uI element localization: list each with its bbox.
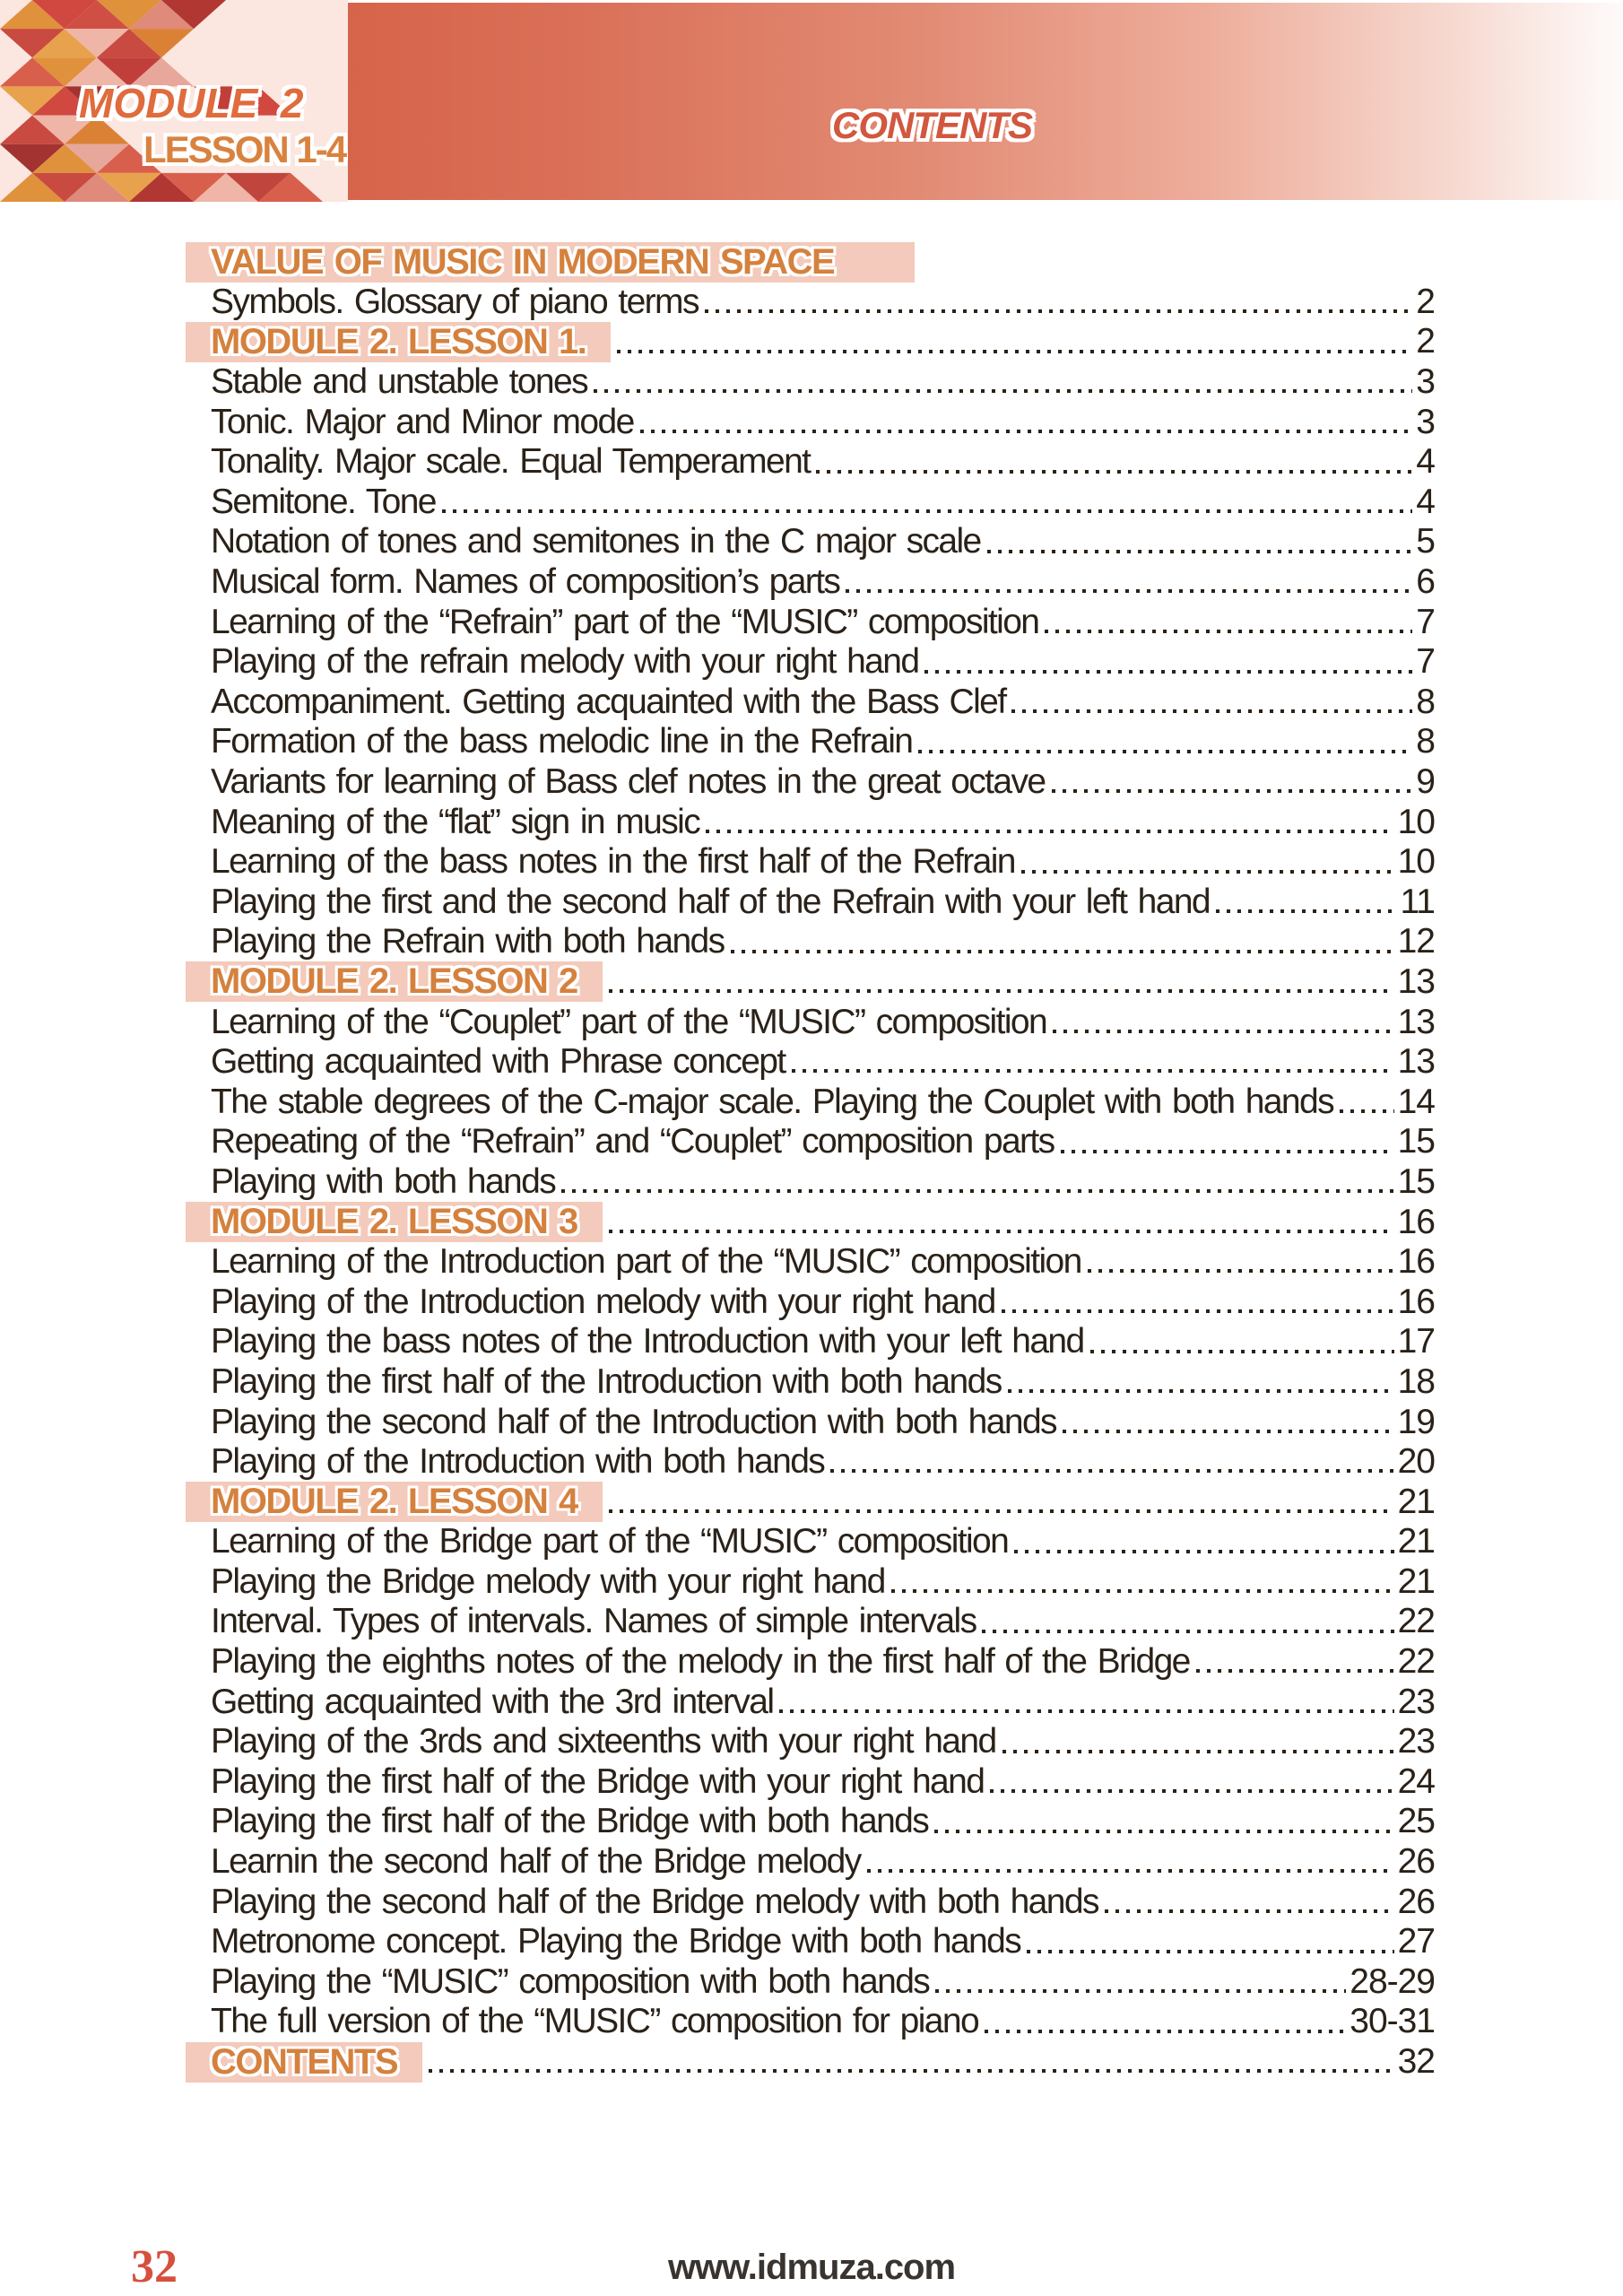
toc-page-number: 5	[1416, 522, 1435, 561]
toc-row	[211, 1082, 1435, 1122]
toc-page-number: 19	[1397, 1402, 1435, 1441]
dot-leader	[846, 589, 1412, 593]
toc-page-number: 2	[1416, 322, 1435, 361]
dot-leader	[1027, 1950, 1394, 1953]
toc-page-number: 20	[1397, 1442, 1435, 1482]
toc-entry-title: Playing the first and the second half of the Refrain with your left hand	[211, 882, 1211, 921]
toc-row	[211, 1842, 1435, 1883]
toc-heading-row	[211, 2042, 1435, 2083]
toc-entry-title: Repeating of the “Refrain” and “Couplet” composition parts	[211, 1122, 1055, 1161]
toc-entry-title: Playing the Bridge melody with your right hand	[211, 1561, 885, 1601]
dot-leader	[640, 430, 1413, 433]
toc-entry-title: Formation of the bass melodic line in the Refrain	[211, 722, 913, 761]
toc-row	[211, 1522, 1435, 1562]
toc-page-number: 8	[1416, 682, 1435, 721]
toc-entry-title: Playing the first half of the Introduction with both hands	[211, 1361, 1002, 1401]
toc-heading-row	[211, 962, 1435, 1003]
toc-entry-title: Playing the “MUSIC” composition with both hands	[211, 1961, 930, 2001]
dot-leader	[1011, 709, 1412, 713]
toc-page-number: 9	[1416, 762, 1435, 802]
toc-page-number: 25	[1397, 1802, 1435, 1841]
dot-leader	[1002, 1309, 1394, 1313]
toc-entry-title: Learning of the “Refrain” part of the “MUSIC” composition	[211, 602, 1039, 641]
toc-entry-title: The stable degrees of the C-major scale. Playing the Couplet with both hands	[211, 1082, 1333, 1121]
dot-leader	[1063, 1430, 1394, 1433]
toc-row	[211, 642, 1435, 683]
dot-leader	[985, 2030, 1346, 2033]
toc-entry-title: Meaning of the “flat” sign in music	[211, 802, 700, 841]
toc-page-number: 17	[1397, 1322, 1435, 1361]
toc-page-number: 22	[1397, 1602, 1435, 1641]
toc-entry-title: Playing the Refrain with both hands	[211, 922, 725, 961]
toc-row	[211, 362, 1435, 403]
dot-leader	[816, 470, 1412, 474]
dot-leader	[1196, 1669, 1394, 1673]
toc-page-number: 21	[1397, 1522, 1435, 1561]
dot-leader	[429, 2069, 1394, 2073]
dot-leader	[935, 1989, 1346, 1993]
dot-leader	[792, 1069, 1394, 1073]
toc-row	[211, 1762, 1435, 1803]
toc-page-number: 16	[1397, 1202, 1435, 1241]
toc-row	[211, 522, 1435, 562]
toc-row	[211, 1362, 1435, 1403]
toc-page-number: 23	[1397, 1682, 1435, 1721]
toc-page-number: 16	[1397, 1282, 1435, 1321]
toc-row	[211, 762, 1435, 803]
page-title: CONTENTS	[832, 104, 1032, 146]
toc-page-number: 15	[1397, 1122, 1435, 1161]
toc-row	[211, 442, 1435, 483]
dot-leader	[617, 350, 1412, 353]
toc-entry-title: Playing of the 3rds and sixteenths with your right hand	[211, 1722, 996, 1761]
toc-page-number: 15	[1397, 1161, 1435, 1201]
toc-row	[211, 283, 1435, 323]
dot-leader	[1090, 1350, 1394, 1353]
toc-page-number: 27	[1397, 1922, 1435, 1961]
toc-page-number: 10	[1397, 802, 1435, 841]
toc-page-number: 21	[1397, 1482, 1435, 1521]
toc-entry-title: Playing the first half of the Bridge with both hands	[211, 1802, 929, 1841]
toc-entry-title: Getting acquainted with Phrase concept	[211, 1042, 785, 1082]
toc-entry-title: Variants for learning of Bass clef notes in the great octave	[211, 762, 1046, 802]
toc-page-number: 13	[1397, 1002, 1435, 1041]
dot-leader	[1088, 1269, 1394, 1273]
toc-page-number: 4	[1416, 442, 1435, 482]
toc-page-number: 7	[1416, 642, 1435, 682]
dot-leader	[731, 950, 1394, 953]
toc-page-number: 32	[1397, 2042, 1435, 2082]
page-header	[0, 0, 1623, 202]
dot-leader	[987, 550, 1413, 553]
toc-entry-title: Learning of the “Couplet” part of the “MUSIC” composition	[211, 1002, 1047, 1041]
toc-heading-row	[211, 1202, 1435, 1242]
toc-row	[211, 883, 1435, 923]
dot-leader	[706, 830, 1394, 833]
toc-entry-title: Accompaniment. Getting acquainted with the Bass Clef	[211, 682, 1006, 721]
toc-entry-title: Learnin the second half of the Bridge melody	[211, 1842, 861, 1882]
toc-page-number: 13	[1397, 961, 1435, 1001]
toc-heading-band: MODULE 2. LESSON 1.	[186, 322, 611, 362]
toc-entry-title: The full version of the “MUSIC” composition for piano	[211, 2002, 979, 2041]
dot-leader	[609, 989, 1394, 993]
toc-row	[211, 483, 1435, 523]
toc-page-number: 12	[1397, 922, 1435, 961]
toc-entry-title: Metronome concept. Playing the Bridge with both hands	[211, 1922, 1021, 1961]
dot-leader	[918, 750, 1412, 753]
toc-row	[211, 1002, 1435, 1042]
dot-leader	[779, 1709, 1393, 1713]
toc-page-number: 28-29	[1350, 1961, 1435, 2001]
toc-page-number: 13	[1397, 1042, 1435, 1082]
toc-entry-title: Semitone. Tone	[211, 482, 436, 521]
toc-row	[211, 1322, 1435, 1362]
toc-entry-title: Playing of the Introduction melody with your right hand	[211, 1282, 995, 1321]
dot-leader	[1105, 1909, 1394, 1913]
dot-leader	[561, 1189, 1393, 1193]
toc-row	[211, 602, 1435, 642]
dot-leader	[982, 1630, 1393, 1633]
toc-page-number: 11	[1400, 882, 1435, 921]
toc-page-number: 8	[1416, 722, 1435, 761]
toc-page-number: 22	[1397, 1642, 1435, 1682]
toc-heading-row	[211, 1482, 1435, 1522]
toc-row	[211, 842, 1435, 883]
toc-page-number: 6	[1416, 562, 1435, 602]
toc-row	[211, 1162, 1435, 1203]
toc-row	[211, 1122, 1435, 1162]
toc-entry-title: Learning of the Introduction part of the “MUSIC” composition	[211, 1242, 1081, 1282]
dot-leader	[1061, 1150, 1394, 1153]
header-lesson-label: LESSON 1-4	[143, 128, 346, 170]
header-module-label: MODULE 2	[79, 80, 304, 126]
toc-entry-title: Playing of the refrain melody with your right hand	[211, 642, 919, 682]
toc-entry-title: Stable and unstable tones	[211, 362, 588, 402]
dot-leader	[1045, 630, 1412, 633]
toc-page-number: 26	[1397, 1882, 1435, 1921]
toc-page-number: 7	[1416, 602, 1435, 641]
toc-heading-band: CONTENTS	[186, 2042, 422, 2083]
toc-row	[211, 562, 1435, 603]
table-of-contents	[211, 242, 1435, 2082]
toc-entry-title: Playing the bass notes of the Introduction with your left hand	[211, 1322, 1084, 1361]
toc-entry-title: Learning of the bass notes in the first half of the Refrain	[211, 842, 1015, 882]
toc-entry-title: Symbols. Glossary of piano terms	[211, 282, 699, 321]
toc-row	[211, 2002, 1435, 2042]
dot-leader	[1002, 1750, 1394, 1753]
toc-entry-title: Tonality. Major scale. Equal Temperament	[211, 442, 811, 482]
toc-row	[211, 402, 1435, 442]
toc-row	[211, 1602, 1435, 1642]
toc-page-number: 4	[1416, 482, 1435, 521]
toc-page-number: 23	[1397, 1722, 1435, 1761]
toc-row	[211, 1722, 1435, 1762]
dot-leader	[442, 509, 1412, 513]
dot-leader	[830, 1469, 1393, 1473]
toc-page-number: 30-31	[1350, 2002, 1435, 2041]
toc-row	[211, 1882, 1435, 1922]
toc-row	[211, 1682, 1435, 1722]
toc-entry-title: Playing the second half of the Bridge melody with both hands	[211, 1882, 1098, 1921]
footer-website: www.idmuza.com	[667, 2248, 956, 2287]
toc-entry-title: Learning of the Bridge part of the “MUSIC” composition	[211, 1522, 1009, 1561]
header-banner	[348, 3, 1623, 200]
toc-row	[211, 922, 1435, 962]
toc-row	[211, 1282, 1435, 1322]
dot-leader	[934, 1830, 1393, 1833]
dot-leader	[1216, 909, 1396, 913]
toc-row	[211, 1402, 1435, 1442]
toc-entry-title: Playing the second half of the Introduction with both hands	[211, 1402, 1056, 1441]
dot-leader	[705, 309, 1412, 313]
toc-heading-band: MODULE 2. LESSON 3	[186, 1202, 603, 1242]
toc-row	[211, 1962, 1435, 2003]
toc-page-number: 21	[1397, 1561, 1435, 1601]
toc-row	[211, 683, 1435, 723]
dot-leader	[990, 1789, 1393, 1793]
toc-entry-title: Interval. Types of intervals. Names of simple intervals	[211, 1602, 976, 1641]
toc-row	[211, 1642, 1435, 1683]
toc-heading-band: MODULE 2. LESSON 4	[186, 1482, 603, 1522]
toc-row	[211, 1042, 1435, 1083]
toc-row	[211, 1922, 1435, 1962]
toc-row	[211, 1802, 1435, 1842]
toc-entry-title: Notation of tones and semitones in the C major scale	[211, 522, 981, 561]
dot-leader	[924, 670, 1412, 674]
toc-page-number: 3	[1416, 362, 1435, 402]
toc-heading-row	[211, 242, 1435, 283]
footer-page-number: 32	[131, 2241, 178, 2292]
toc-page-number: 14	[1397, 1082, 1435, 1121]
toc-entry-title: Tonic. Major and Minor mode	[211, 402, 634, 441]
dot-leader	[867, 1869, 1394, 1873]
dot-leader	[1053, 1030, 1394, 1033]
toc-heading-row	[211, 322, 1435, 362]
toc-heading-band: MODULE 2. LESSON 2	[186, 961, 603, 1002]
dot-leader	[594, 389, 1412, 393]
toc-page-number: 2	[1416, 282, 1435, 321]
toc-page-number: 10	[1397, 842, 1435, 882]
header-left-panel	[0, 0, 348, 202]
dot-leader	[1014, 1550, 1393, 1553]
dot-leader	[609, 1230, 1394, 1233]
dot-leader	[1052, 789, 1413, 793]
toc-page-number: 24	[1397, 1761, 1435, 1801]
toc-row	[211, 802, 1435, 842]
toc-page-number: 3	[1416, 402, 1435, 441]
toc-entry-title: Playing the first half of the Bridge with your right hand	[211, 1761, 985, 1801]
toc-page-number: 16	[1397, 1242, 1435, 1282]
dot-leader	[1008, 1389, 1394, 1393]
toc-page-number: 26	[1397, 1842, 1435, 1882]
toc-entry-title: Playing with both hands	[211, 1161, 556, 1201]
toc-entry-title: Getting acquainted with the 3rd interval	[211, 1682, 774, 1721]
toc-entry-title: Playing of the Introduction with both hands	[211, 1442, 825, 1482]
toc-entry-title: Playing the eighths notes of the melody in the first half of the Bridge	[211, 1642, 1190, 1682]
toc-entry-title: Musical form. Names of composition’s parts	[211, 562, 840, 602]
toc-row	[211, 1562, 1435, 1603]
dot-leader	[1340, 1109, 1394, 1113]
toc-row	[211, 1442, 1435, 1483]
toc-row	[211, 722, 1435, 762]
toc-row	[211, 1242, 1435, 1283]
toc-heading-band: VALUE OF MUSIC IN MODERN SPACE	[186, 242, 915, 283]
dot-leader	[609, 1509, 1394, 1513]
toc-page-number: 18	[1397, 1361, 1435, 1401]
dot-leader	[1021, 870, 1394, 874]
dot-leader	[891, 1589, 1394, 1593]
